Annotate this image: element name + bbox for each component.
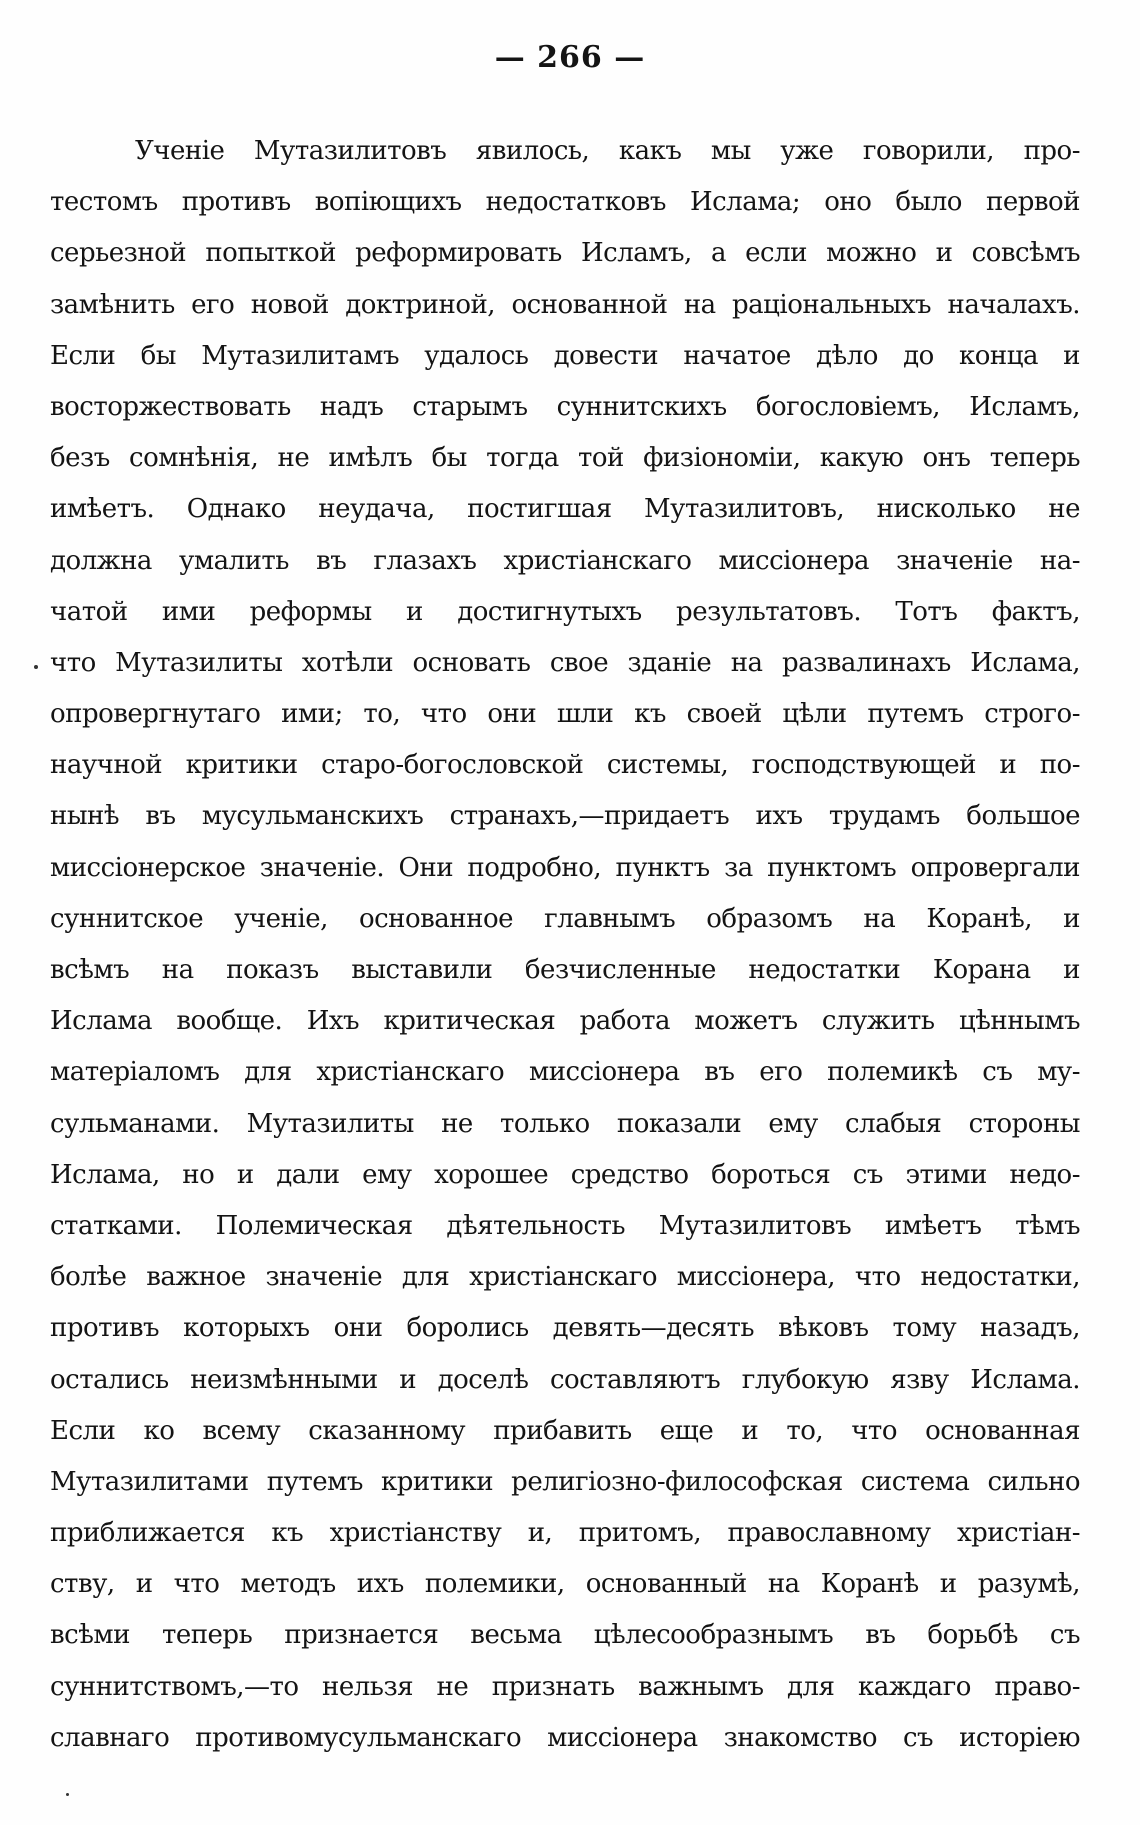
text-line: безъ сомнѣнія, не имѣлъ бы тогда той физіономіи, какую онъ теперь	[50, 443, 1080, 474]
text-line: тестомъ противъ вопіющихъ недостатковъ Ислама; оно было первой	[50, 187, 1080, 218]
print-speck	[34, 665, 38, 669]
text-line: нынѣ въ мусульманскихъ странахъ,—придаетъ ихъ трудамъ большое	[50, 801, 1080, 832]
text-line: должна умалить въ глазахъ христіанскаго миссіонера значеніе на-	[50, 545, 1080, 576]
text-line: ству, и что методъ ихъ полемики, основанный на Коранѣ и разумѣ,	[50, 1569, 1080, 1600]
text-line: чатой ими реформы и достигнутыхъ результатовъ. Тотъ фактъ,	[50, 596, 1080, 627]
text-line: замѣнить его новой доктриной, основанной на раціональныхъ началахъ.	[50, 289, 1080, 320]
text-line: всѣмъ на показъ выставили безчисленные недостатки Корана и	[50, 955, 1080, 985]
text-line: славнаго противомусульманскаго миссіонера знакомство съ исторіею	[50, 1722, 1080, 1753]
text-line: статками. Полемическая дѣятельность Мутазилитовъ имѣетъ тѣмъ	[50, 1210, 1080, 1241]
text-line: суннитское ученіе, основанное главнымъ образомъ на Коранѣ, и	[50, 903, 1080, 934]
text-line: Ученіе Мутазилитовъ явилось, какъ мы уже говорили, про-	[135, 136, 1080, 166]
text-line: Если бы Мутазилитамъ удалось довести начатое дѣло до конца и	[50, 340, 1080, 371]
print-speck	[66, 1793, 69, 1796]
text-line: приближается къ христіанству и, притомъ, православному христіан-	[50, 1518, 1080, 1549]
text-line: Если ко всему сказанному прибавить еще и то, что основанная	[50, 1415, 1080, 1446]
text-line: что Мутазилиты хотѣли основать свое зданіе на развалинахъ Ислама,	[50, 647, 1080, 678]
text-line: миссіонерское значеніе. Они подробно, пунктъ за пунктомъ опровергали	[50, 852, 1080, 883]
text-line: суннитствомъ,—то нельзя не признать важнымъ для каждаго право-	[50, 1671, 1080, 1702]
text-line: Мутазилитами путемъ критики религіозно-философская система сильно	[50, 1466, 1080, 1497]
text-line: опровергнутаго ими; то, что они шли къ своей цѣли путемъ строго-	[50, 699, 1080, 730]
text-line: восторжествовать надъ старымъ суннитскихъ богословіемъ, Исламъ,	[50, 391, 1080, 422]
body-text	[50, 126, 1080, 1764]
text-line: всѣми теперь признается весьма цѣлесообразнымъ въ борьбѣ съ	[50, 1620, 1080, 1651]
text-line: матеріаломъ для христіанскаго миссіонера въ его полемикѣ съ му-	[50, 1057, 1080, 1088]
text-line: сульманами. Мутазилиты не только показали ему слабыя стороны	[50, 1108, 1080, 1139]
text-line: болѣе важное значеніе для христіанскаго миссіонера, что недостатки,	[50, 1262, 1080, 1293]
text-line: Ислама, но и дали ему хорошее средство бороться съ этими недо-	[50, 1159, 1080, 1190]
page-number: — 266 —	[494, 40, 646, 75]
text-line: серьезной попыткой реформировать Исламъ, а если можно и совсѣмъ	[50, 238, 1080, 269]
text-line: Ислама вообще. Ихъ критическая работа можетъ служить цѣннымъ	[50, 1006, 1080, 1037]
text-line: имѣетъ. Однако неудача, постигшая Мутазилитовъ, нисколько не	[50, 494, 1080, 525]
text-line: остались неизмѣнными и доселѣ составляютъ глубокую язву Ислама.	[50, 1364, 1080, 1395]
text-line: противъ которыхъ они боролись девять—десять вѣковъ тому назадъ,	[50, 1313, 1080, 1344]
text-line: научной критики старо-богословской системы, господствующей и по-	[50, 750, 1080, 781]
